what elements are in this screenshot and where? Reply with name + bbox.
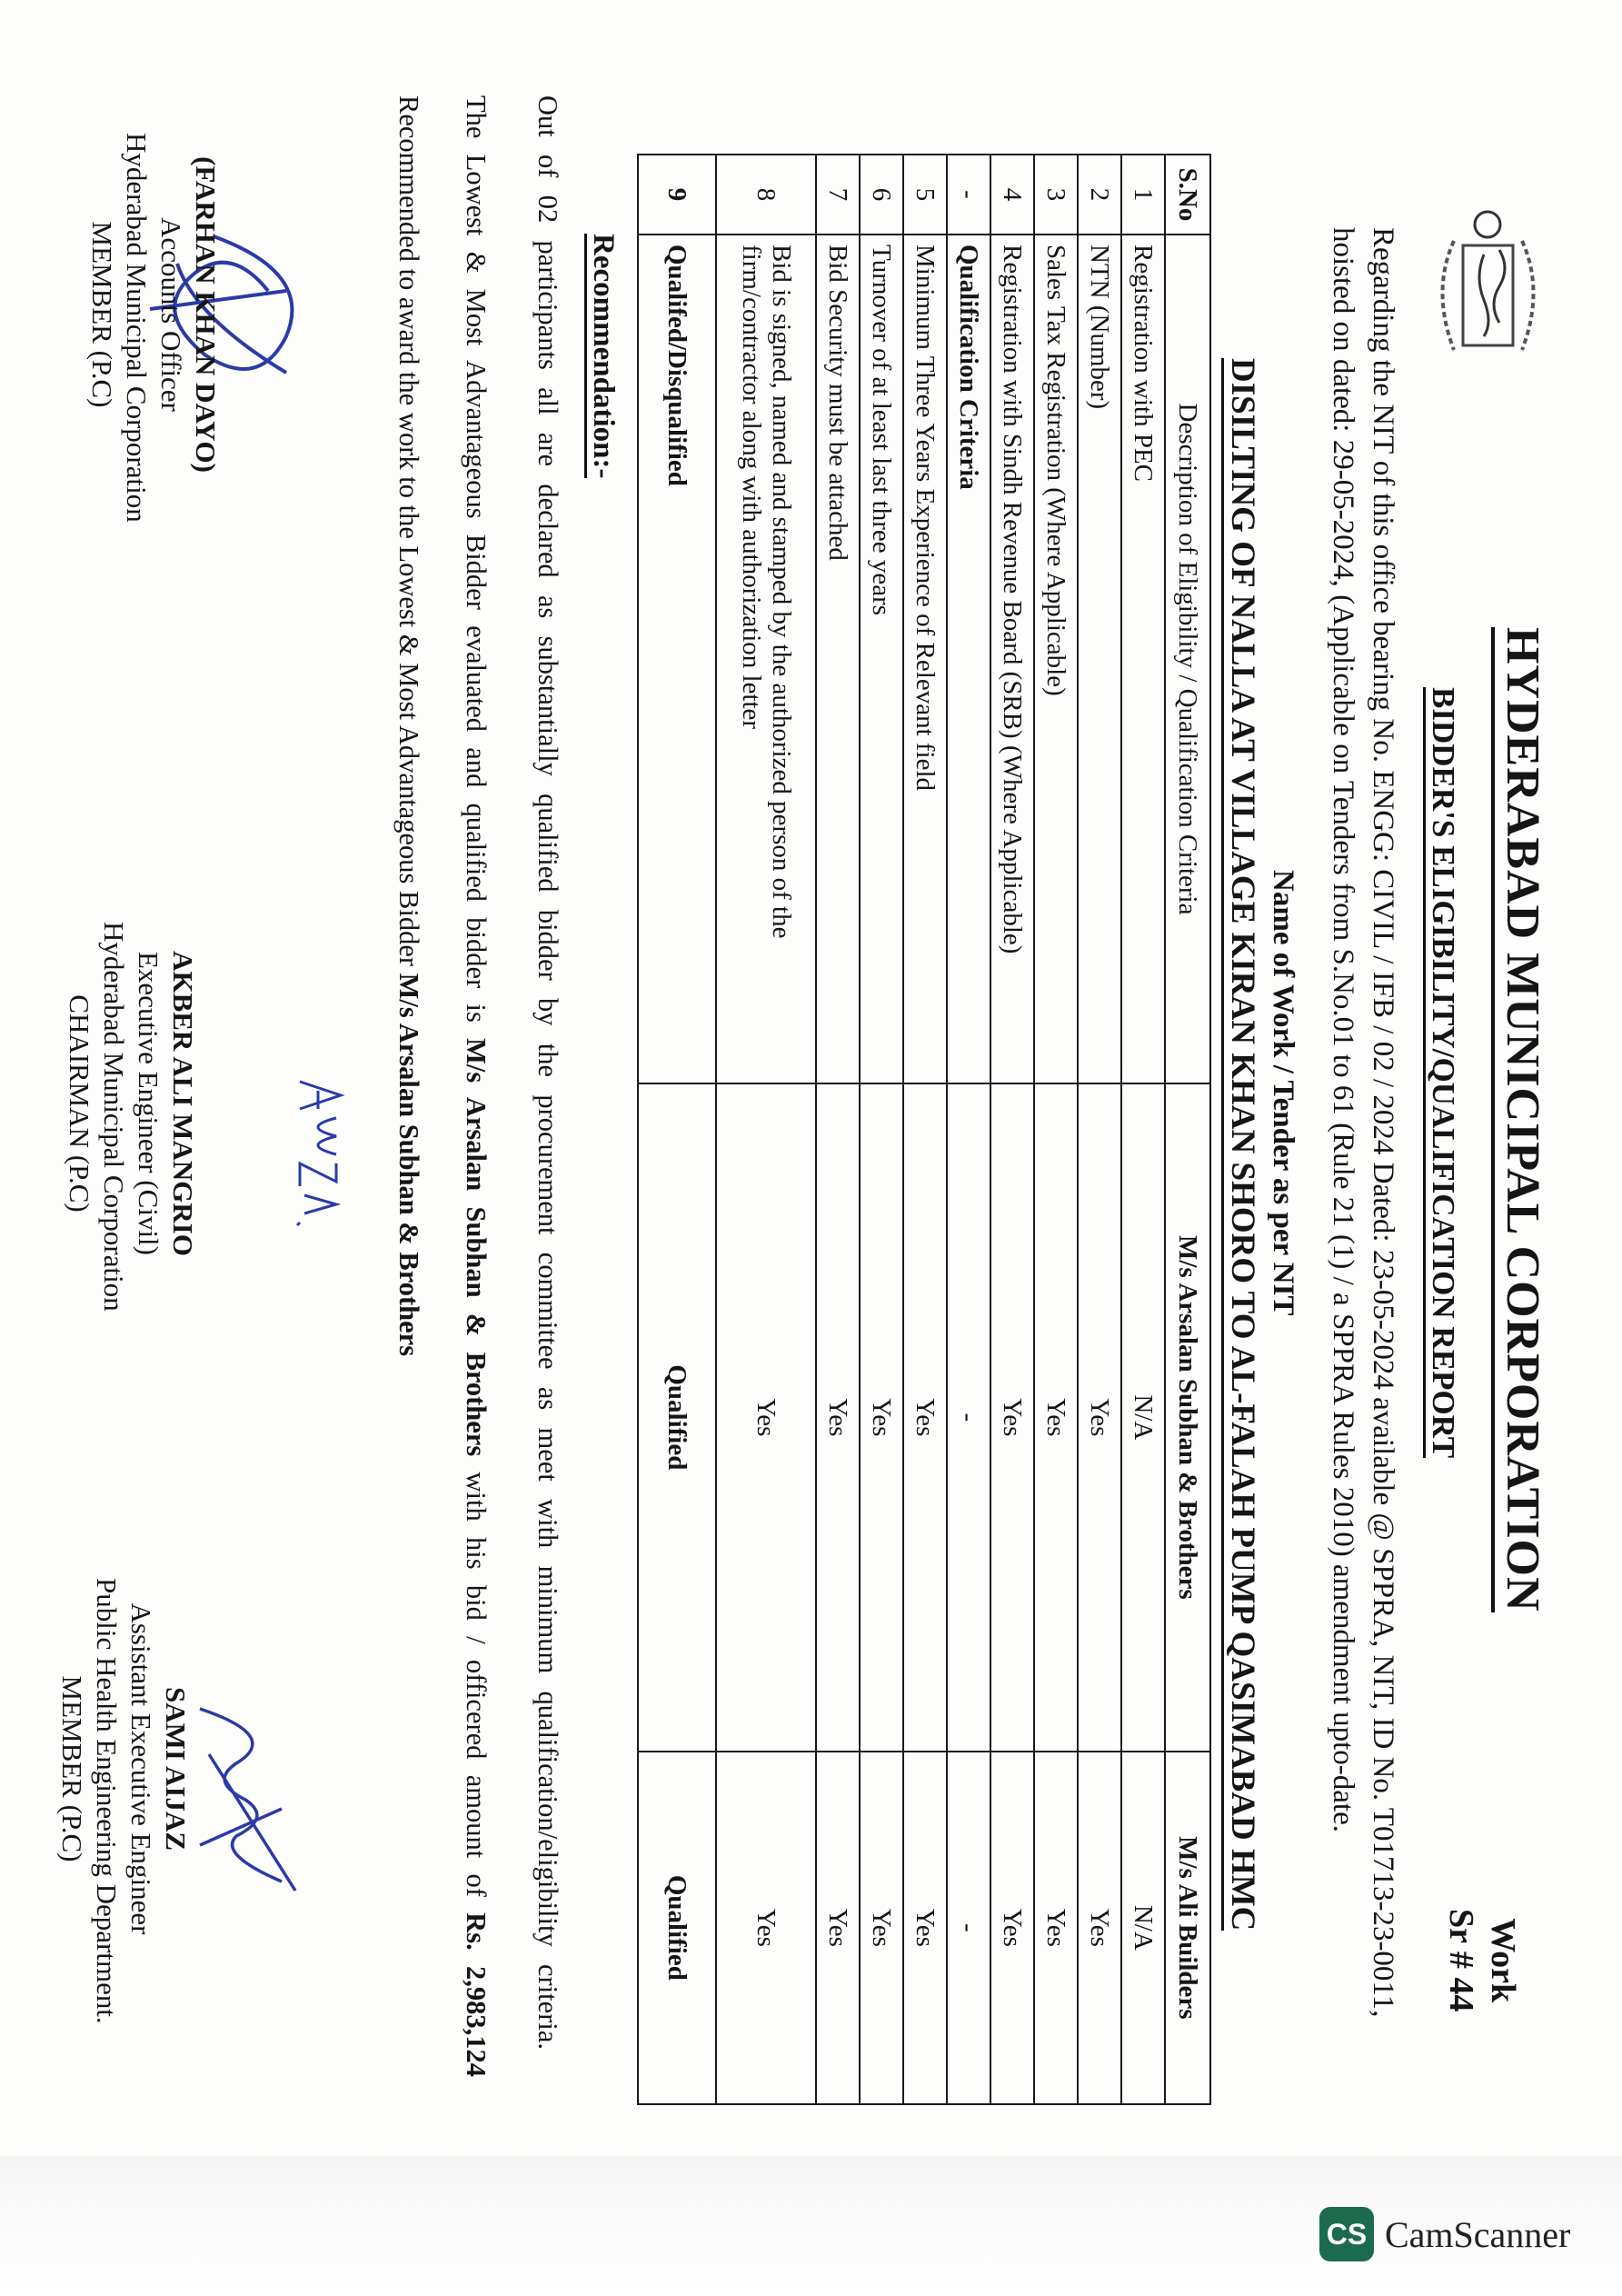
header-bidder-2: M/s Ali Builders [1165,1752,1210,2104]
row-sno: 1 [1121,155,1165,235]
name-of-work-label: Name of Work / Tender as per NIT [1267,870,1299,1316]
row-sno: 7 [816,155,860,235]
row-description: Qualification Criteria [947,235,990,1083]
row-description: Sales Tax Registration (Where Applicable) [1034,235,1078,1083]
row-bidder-1-result: Yes [816,1083,860,1752]
rec-text: The Lowest & Most Advantageous Bidder evaluated and qualified bidder is [461,95,492,1039]
signatory-designation: Executive Engineer (Civil) [133,952,164,1255]
emblem-icon [1436,205,1540,382]
row-bidder-2-result: Qualified [638,1752,716,2104]
signatory-sami [55,1578,193,2024]
row-description: Bid is signed, named and stamped by the authorized person of the firm/contractor along with authorization letter [716,235,816,1083]
project-title: DISILTING OF NALLA AT VILLAGE KIRAN KHAN SHORO TO AL-FALAH PUMP QASIMABAD HMC [1221,358,1260,1931]
rec-text: with his bid / officered amount of [461,1456,492,1913]
header-sno: S.No [1165,155,1210,235]
row-sno: 6 [860,155,903,235]
row-bidder-2-result: Yes [1078,1752,1121,2104]
recommendation-line-3 [392,95,426,1356]
winning-bidder: M/s Arsalan Subhan & Brothers [461,1038,492,1457]
row-bidder-1-result: Yes [1078,1083,1121,1752]
signatory-name: SAMI AIJAZ [160,1686,192,1851]
signatory-akber [62,922,200,1312]
work-label: Work [1484,1918,1522,2003]
row-bidder-1-result: Qualified [638,1083,716,1752]
row-bidder-2-result: Yes [816,1752,860,2104]
recommended-bidder: M/s Arsalan Subhan & Brothers [393,973,424,1357]
intro-line-1: Regarding the NIT of this office bearing No. ENGG: CIVIL / IFB / 02 / 2024 Dated: 23-05-2024 available @ SPPRA, NIT, ID No. T01713-23-0011, [1367,227,1399,2018]
row-sno: 9 [638,155,716,235]
header-description: Description of Eligibility / Qualification Criteria [1165,235,1210,1083]
bid-amount: Rs. 2,983,124 [461,1912,492,2077]
signatory-role: MEMBER (P.C) [86,221,118,408]
row-bidder-2-result: N/A [1121,1752,1165,2104]
signatory-farhan [85,133,223,523]
recommendation-line-1: Out of 02 participants all are declared as substantially qualified bidder by the procurement committee as meet with minimum qualification/eligibility criteria. [532,95,563,2050]
row-description: Registration with Sindh Revenue Board (SRB) (Where Applicable) [990,235,1034,1083]
row-description: Registration with PEC [1121,235,1165,1083]
row-bidder-1-result: Yes [990,1083,1034,1752]
row-description: Minimum Three Years Experience of Relevant field [903,235,947,1083]
signatory-role: MEMBER (P.C) [56,1675,88,1862]
table-row [990,155,1034,2104]
signatory-organization: Hyderabad Municipal Corporation [121,133,153,523]
signature-akber [273,1073,354,1236]
row-description: Bid Security must be attached [816,235,860,1083]
eligibility-table [637,154,1211,2105]
row-description: Turnover of at least last three years [860,235,903,1083]
row-description: NTN (Number) [1078,235,1121,1083]
signature-sami [191,1700,300,1909]
row-sno: 5 [903,155,947,235]
signatory-organization: Hyderabad Municipal Corporation [98,922,130,1312]
table-row [947,155,990,2104]
signatory-role: CHAIRMAN (P.C) [64,994,95,1213]
signatory-designation: Assistant Executive Engineer [125,1602,157,1935]
signatory-name: AKBER ALI MANGRIO [167,951,199,1256]
row-sno: 3 [1034,155,1078,235]
signatory-designation: Accounts Officer [155,217,187,412]
row-bidder-2-result: Yes [990,1752,1034,2104]
table-row [1078,155,1121,2104]
signatory-organization: Public Health Engineering Department. [91,1578,123,2024]
row-sno: 8 [716,155,816,235]
row-bidder-1-result: Yes [903,1083,947,1752]
intro-line-2: hoisted on dated: 29-05-2024, (Applicable on Tenders from S.No.01 to 61 (Rule 21 (1) / a SPPRA Rules 2010) amendment upto-date. [1327,227,1359,1832]
table-row [638,155,716,2104]
recommendation-line-2 [459,95,493,2077]
recommendation-heading: Recommendation:- [584,234,620,478]
row-bidder-1-result: Yes [860,1083,903,1752]
camscanner-watermark [1319,2207,1570,2261]
serial-number: Sr # 44 [1442,1909,1480,2012]
table-row [816,155,860,2104]
row-sno: - [947,155,990,235]
row-bidder-2-result: - [947,1752,990,2104]
table-row [716,155,816,2104]
report-title: BIDDER'S ELIGIBILITY/QUALIFICATION REPORT [1423,687,1460,1458]
table-row [860,155,903,2104]
table-row [1121,155,1165,2104]
organization-title: HYDERABAD MUNICIPAL CORPORATION [1491,627,1547,1612]
row-sno: 4 [990,155,1034,235]
work-serial [1440,1909,1524,2011]
row-sno: 2 [1078,155,1121,235]
row-bidder-1-result: N/A [1121,1083,1165,1752]
row-description: Qualifed/Disqualified [638,235,716,1083]
row-bidder-2-result: Yes [860,1752,903,2104]
row-bidder-2-result: Yes [1034,1752,1078,2104]
row-bidder-1-result: Yes [716,1083,816,1752]
header-bidder-1: M/s Arsalan Subhan & Brothers [1165,1083,1210,1752]
table-row [903,155,947,2104]
camscanner-logo-icon: CS [1319,2207,1374,2261]
rec-text: Recommended to award the work to the Lowest & Most Advantageous Bidder [393,95,424,973]
row-bidder-2-result: Yes [903,1752,947,2104]
camscanner-text: CamScanner [1385,2213,1571,2255]
row-bidder-1-result: - [947,1083,990,1752]
table-row [1034,155,1078,2104]
signatory-name: (FARHAN KHAN DAYO) [190,156,222,473]
row-bidder-1-result: Yes [1034,1083,1078,1752]
row-bidder-2-result: Yes [716,1752,816,2104]
table-header-row [1165,155,1210,2104]
